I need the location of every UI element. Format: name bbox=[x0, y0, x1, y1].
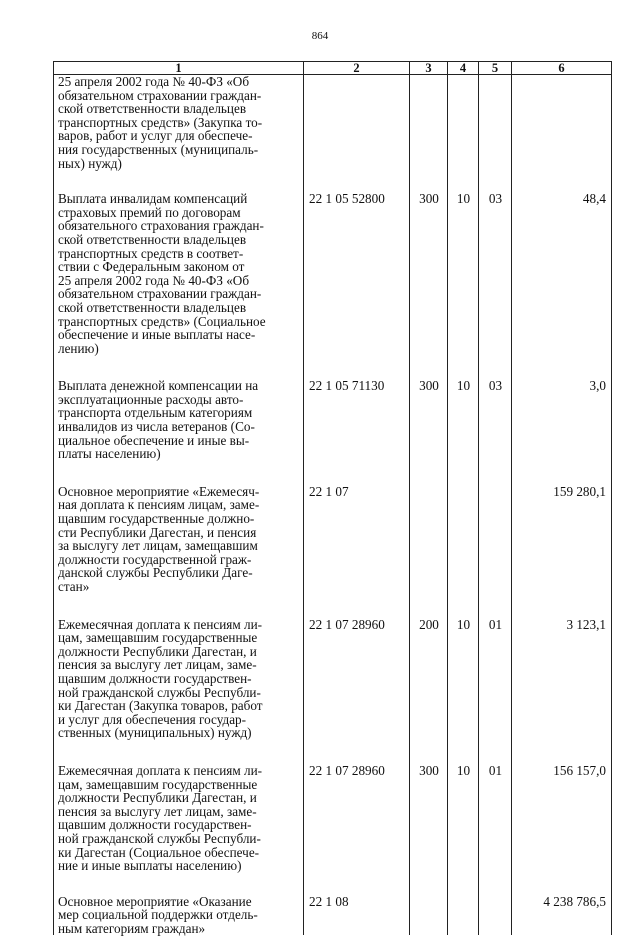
gap-cell bbox=[479, 170, 512, 192]
description-line: Ежемесячная доплата к пенсиям ли- bbox=[58, 762, 263, 778]
description-line: ки Дагестан (Закупка товаров, работ bbox=[58, 698, 263, 714]
table-row bbox=[54, 485, 612, 594]
table-row bbox=[54, 379, 612, 461]
row-col-5: 01 bbox=[479, 618, 512, 740]
row-col-4: 10 bbox=[448, 192, 479, 355]
row-description bbox=[54, 379, 304, 461]
header-col-2: 2 bbox=[304, 62, 410, 75]
gap-cell bbox=[479, 461, 512, 485]
gap-cell bbox=[410, 170, 448, 192]
header-row bbox=[54, 62, 612, 75]
header-col-1: 1 bbox=[54, 62, 304, 75]
description-line: Основное мероприятие «Ежемесяч- bbox=[58, 483, 260, 499]
description-line: ской ответственности владельцев bbox=[58, 231, 247, 247]
row-col-4: 10 bbox=[448, 379, 479, 461]
description-line: Выплата инвалидам компенсаций bbox=[58, 191, 248, 207]
row-amount: 3,0 bbox=[512, 379, 612, 461]
row-col-4 bbox=[448, 75, 479, 171]
gap-cell bbox=[448, 594, 479, 618]
description-line: 25 апреля 2002 года № 40-ФЗ «Об bbox=[58, 272, 250, 288]
gap-cell bbox=[479, 873, 512, 895]
description-line: мер социальной поддержки отдель- bbox=[58, 907, 258, 923]
row-col-3: 300 bbox=[410, 379, 448, 461]
description-line: пенсия за выслугу лет лицам, заме- bbox=[58, 657, 257, 673]
gap-cell bbox=[512, 170, 612, 192]
header-col-4: 4 bbox=[448, 62, 479, 75]
description-line: ствии с Федеральным законом от bbox=[58, 259, 245, 275]
table-row bbox=[54, 75, 612, 171]
description-line: ной гражданской службы Республи- bbox=[58, 684, 261, 700]
description-line: щавшим должности государствен- bbox=[58, 817, 252, 833]
row-description bbox=[54, 618, 304, 740]
gap-cell bbox=[410, 740, 448, 764]
row-code: 22 1 07 28960 bbox=[304, 764, 410, 873]
gap-cell bbox=[512, 355, 612, 379]
gap-cell bbox=[410, 461, 448, 485]
gap-cell bbox=[479, 740, 512, 764]
description-line: Ежемесячная доплата к пенсиям ли- bbox=[58, 616, 263, 632]
description-line: транспорта отдельным категориям bbox=[58, 405, 253, 421]
description-line: цам, замещавшим государственные bbox=[58, 630, 258, 646]
description-line: ской ответственности владельцев bbox=[58, 101, 247, 117]
row-code: 22 1 05 71130 bbox=[304, 379, 410, 461]
description-line: ской ответственности владельцев bbox=[58, 299, 247, 315]
description-line: и услуг для обеспечения государ- bbox=[58, 711, 247, 727]
row-col-5: 03 bbox=[479, 379, 512, 461]
row-gap bbox=[54, 170, 612, 192]
row-col-5 bbox=[479, 895, 512, 936]
row-code: 22 1 05 52800 bbox=[304, 192, 410, 355]
description-line: ная доплата к пенсиям лицам, заме- bbox=[58, 497, 260, 513]
description-line: лению) bbox=[58, 340, 99, 356]
gap-cell bbox=[304, 170, 410, 192]
row-col-5 bbox=[479, 75, 512, 171]
row-code bbox=[304, 75, 410, 171]
row-col-5: 03 bbox=[479, 192, 512, 355]
gap-cell bbox=[54, 873, 304, 895]
row-col-3: 200 bbox=[410, 618, 448, 740]
description-line: за выслугу лет лицам, замещавшим bbox=[58, 538, 258, 554]
gap-cell bbox=[54, 355, 304, 379]
description-line: платы населению) bbox=[58, 446, 161, 462]
row-col-4 bbox=[448, 485, 479, 594]
row-col-5 bbox=[479, 485, 512, 594]
row-col-3 bbox=[410, 485, 448, 594]
row-col-4: 10 bbox=[448, 618, 479, 740]
row-col-5: 01 bbox=[479, 764, 512, 873]
row-description bbox=[54, 895, 304, 936]
gap-cell bbox=[304, 594, 410, 618]
row-code: 22 1 08 bbox=[304, 895, 410, 936]
row-amount: 4 238 786,5 bbox=[512, 895, 612, 936]
description-line: должности Республики Дагестан, и bbox=[58, 643, 257, 659]
gap-cell bbox=[448, 740, 479, 764]
header-col-5: 5 bbox=[479, 62, 512, 75]
row-gap bbox=[54, 594, 612, 618]
row-col-3 bbox=[410, 75, 448, 171]
gap-cell bbox=[54, 170, 304, 192]
row-description bbox=[54, 485, 304, 594]
description-line: ственных (муниципальных) нужд) bbox=[58, 725, 252, 741]
description-line: сти Республики Дагестан, и пенсия bbox=[58, 524, 257, 540]
description-line: стан» bbox=[58, 579, 90, 594]
gap-cell bbox=[448, 355, 479, 379]
description-line: ной гражданской службы Республи- bbox=[58, 830, 261, 846]
description-line: цам, замещавшим государственные bbox=[58, 776, 258, 792]
description-line: щавшим должности государствен- bbox=[58, 670, 252, 686]
gap-cell bbox=[512, 873, 612, 895]
row-description bbox=[54, 764, 304, 873]
row-code: 22 1 07 bbox=[304, 485, 410, 594]
row-amount: 3 123,1 bbox=[512, 618, 612, 740]
table-row bbox=[54, 895, 612, 936]
row-code: 22 1 07 28960 bbox=[304, 618, 410, 740]
description-line: ние и иные выплаты населению) bbox=[58, 858, 242, 874]
gap-cell bbox=[304, 740, 410, 764]
row-gap bbox=[54, 461, 612, 485]
description-line: ния государственных (муниципаль- bbox=[58, 141, 259, 157]
description-line: транспортных средств в соответ- bbox=[58, 245, 244, 261]
row-col-4 bbox=[448, 895, 479, 936]
gap-cell bbox=[512, 461, 612, 485]
description-line: страховых премий по договорам bbox=[58, 204, 241, 220]
description-line: щавшим государственные должно- bbox=[58, 511, 255, 527]
gap-cell bbox=[410, 873, 448, 895]
description-line: транспортных средств» (Закупка то- bbox=[58, 114, 263, 130]
description-line: обеспечение и иные выплаты насе- bbox=[58, 327, 256, 343]
description-line: пенсия за выслугу лет лицам, заме- bbox=[58, 803, 257, 819]
row-gap bbox=[54, 873, 612, 895]
description-line: варов, работ и услуг для обеспече- bbox=[58, 128, 253, 144]
header-col-6: 6 bbox=[512, 62, 612, 75]
description-line: ки Дагестан (Социальное обеспече- bbox=[58, 844, 260, 860]
row-amount: 156 157,0 bbox=[512, 764, 612, 873]
description-line: 25 апреля 2002 года № 40-ФЗ «Об bbox=[58, 74, 250, 89]
gap-cell bbox=[448, 461, 479, 485]
gap-cell bbox=[54, 461, 304, 485]
page-number: 864 bbox=[311, 30, 329, 42]
row-col-3: 300 bbox=[410, 192, 448, 355]
gap-cell bbox=[54, 740, 304, 764]
table-body bbox=[54, 75, 612, 936]
gap-cell bbox=[512, 740, 612, 764]
row-gap bbox=[54, 740, 612, 764]
description-line: циальное обеспечение и иные вы- bbox=[58, 432, 250, 448]
description-line: данской службы Республики Даге- bbox=[58, 565, 253, 581]
gap-cell bbox=[410, 355, 448, 379]
table-row bbox=[54, 192, 612, 355]
description-line: обязательном страховании граждан- bbox=[58, 87, 262, 103]
header-col-3: 3 bbox=[410, 62, 448, 75]
budget-table bbox=[53, 61, 612, 935]
table-row bbox=[54, 764, 612, 873]
gap-cell bbox=[448, 873, 479, 895]
gap-cell bbox=[448, 170, 479, 192]
gap-cell bbox=[304, 873, 410, 895]
gap-cell bbox=[304, 461, 410, 485]
description-line: обязательном страховании граждан- bbox=[58, 286, 262, 302]
gap-cell bbox=[479, 355, 512, 379]
row-col-3: 300 bbox=[410, 764, 448, 873]
row-amount: 159 280,1 bbox=[512, 485, 612, 594]
description-line: Основное мероприятие «Оказание bbox=[58, 893, 252, 909]
gap-cell bbox=[54, 594, 304, 618]
row-col-3 bbox=[410, 895, 448, 936]
description-line: транспортных средств» (Социальное bbox=[58, 313, 266, 329]
row-description bbox=[54, 192, 304, 355]
description-line: должности Республики Дагестан, и bbox=[58, 790, 257, 806]
description-line: ных) нужд) bbox=[58, 155, 122, 171]
description-line: ным категориям граждан» bbox=[58, 920, 206, 936]
description-line: должности государственной граж- bbox=[58, 551, 252, 567]
table-row bbox=[54, 618, 612, 740]
row-amount: 48,4 bbox=[512, 192, 612, 355]
description-line: Выплата денежной компенсации на bbox=[58, 378, 259, 394]
gap-cell bbox=[410, 594, 448, 618]
row-description bbox=[54, 75, 304, 171]
row-gap bbox=[54, 355, 612, 379]
gap-cell bbox=[512, 594, 612, 618]
description-line: эксплуатационные расходы авто- bbox=[58, 391, 244, 407]
gap-cell bbox=[479, 594, 512, 618]
description-line: инвалидов из числа ветеранов (Со- bbox=[58, 419, 255, 435]
row-col-4: 10 bbox=[448, 764, 479, 873]
row-amount bbox=[512, 75, 612, 171]
gap-cell bbox=[304, 355, 410, 379]
description-line: обязательного страхования граждан- bbox=[58, 218, 264, 234]
